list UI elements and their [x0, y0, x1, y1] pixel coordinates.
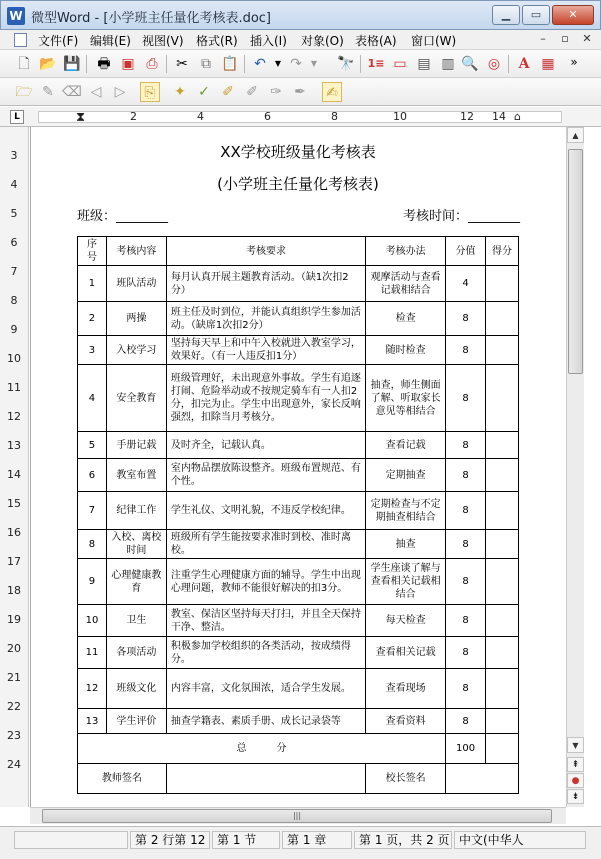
pdf-icon[interactable]: ▣: [121, 56, 135, 72]
horizontal-scrollbar[interactable]: [30, 807, 566, 824]
header-item: 考核内容: [106, 237, 166, 266]
row-item: 学生评价: [106, 709, 166, 734]
row-requirement: 注重学生心理健康方面的辅导。学生中出现心理问题，教师不能很好解决的扣3分。: [166, 559, 365, 605]
vertical-ruler: [0, 127, 29, 807]
undo-dropdown-icon[interactable]: ▼: [274, 59, 282, 68]
row-method: 随时检查: [366, 336, 446, 365]
tab-selector[interactable]: L: [10, 110, 24, 124]
row-requirement: 内容丰富，文化氛围浓，适合学生发展。: [166, 669, 365, 709]
header-footer-icon[interactable]: ▭: [393, 56, 407, 72]
header-points: 得分: [486, 237, 519, 266]
row-number: 10: [78, 605, 107, 637]
vruler-number: 18: [7, 584, 21, 597]
row-score: 8: [446, 709, 486, 734]
row-number: 8: [78, 530, 107, 559]
row-score: 8: [446, 302, 486, 336]
vruler-number: 5: [10, 207, 18, 220]
row-score: 8: [446, 669, 486, 709]
horizontal-ruler[interactable]: [0, 107, 601, 127]
ruler-number: 10: [393, 110, 407, 123]
row-number: 4: [78, 365, 107, 432]
row-requirement: 每月认真开展主题教育活动。（缺1次扣2分）: [166, 266, 365, 302]
row-method: 抽查，师生侧面了解、听取家长意见等相结合: [366, 365, 446, 432]
document-icon[interactable]: [14, 33, 27, 47]
row-points-blank[interactable]: [486, 605, 519, 637]
columns-icon[interactable]: ▥: [441, 56, 455, 72]
row-requirement: 坚持每天早上和中午入校就进入教室学习，效果好。（有一人违反扣1分）: [166, 336, 365, 365]
table-row: [78, 709, 519, 734]
row-score: 8: [446, 605, 486, 637]
reject-all-icon[interactable]: ✐: [246, 84, 258, 100]
menu-insert[interactable]: 插入(I): [250, 34, 287, 48]
row-item: 卫生: [106, 605, 166, 637]
previous-comment-icon[interactable]: ◁: [90, 84, 102, 100]
row-method: 查看现场: [366, 669, 446, 709]
ruler-number: 12: [460, 110, 474, 123]
previous-change-icon[interactable]: ✑: [270, 84, 282, 100]
new-document-icon[interactable]: 🗋: [18, 56, 30, 72]
row-number: 11: [78, 637, 107, 669]
maximize-button[interactable]: ▭: [522, 5, 550, 25]
ruler-number: 4: [197, 110, 204, 123]
track-changes-icon[interactable]: ⎘: [140, 82, 160, 102]
scroll-down-icon[interactable]: ▼: [567, 737, 584, 753]
edit-comment-icon[interactable]: ✎: [42, 84, 54, 100]
menu-window[interactable]: 窗口(W): [411, 34, 457, 48]
vruler-number: 9: [10, 323, 18, 336]
menu-object[interactable]: 对象(O): [301, 34, 344, 48]
doc-minimize-button[interactable]: –: [540, 32, 546, 45]
vruler-number: 19: [7, 613, 21, 626]
row-method: 查看相关记载: [366, 637, 446, 669]
window-title: 微型Word - [小学班主任量化考核表.doc]: [31, 11, 271, 26]
status-empty-cell: [14, 831, 128, 849]
row-item: 心理健康教育: [106, 559, 166, 605]
vruler-number: 6: [10, 236, 18, 249]
accept-change-icon[interactable]: ✦: [174, 84, 186, 100]
row-requirement: 教室、保洁区坚持每天打扫，并且全天保持干净、整洁。: [166, 605, 365, 637]
copy-icon[interactable]: ⧉: [201, 56, 211, 72]
doc-restore-button[interactable]: ▫: [561, 32, 569, 45]
vruler-number: 13: [7, 439, 21, 452]
standard-toolbar: [0, 50, 601, 78]
row-item: 各项活动: [106, 637, 166, 669]
vruler-number: 7: [10, 265, 18, 278]
table-header-row: [78, 237, 519, 266]
close-button[interactable]: ✕: [552, 5, 594, 25]
row-method: 学生座谈了解与查看相关记载相结合: [366, 559, 446, 605]
row-number: 6: [78, 459, 107, 492]
row-number: 1: [78, 266, 107, 302]
row-requirement: 积极参加学校组织的各类活动，按成绩得分。: [166, 637, 365, 669]
right-indent-marker[interactable]: ⌂: [514, 110, 521, 123]
scroll-up-icon[interactable]: ▲: [567, 127, 584, 143]
row-method: 检查: [366, 302, 446, 336]
row-item: 教室布置: [106, 459, 166, 492]
ruler-number: 2: [130, 110, 137, 123]
row-method: 观摩活动与查看记载相结合: [366, 266, 446, 302]
row-score: 8: [446, 459, 486, 492]
row-points-blank[interactable]: [486, 336, 519, 365]
table-row: [78, 637, 519, 669]
redo-dropdown-icon[interactable]: ▼: [310, 59, 318, 68]
table-row: [78, 432, 519, 459]
total-label: 总 分: [78, 734, 446, 764]
table-row: [78, 605, 519, 637]
row-item: 入校、离校时间: [106, 530, 166, 559]
vruler-number: 21: [7, 671, 21, 684]
menu-file[interactable]: 文件(F): [38, 34, 79, 48]
total-value: 100: [446, 734, 486, 764]
ruler-number: 6: [264, 110, 271, 123]
reviewing-pane-icon[interactable]: ✍: [322, 82, 342, 102]
row-number: 12: [78, 669, 107, 709]
row-method: 定期抽查: [366, 459, 446, 492]
row-method: 抽查: [366, 530, 446, 559]
row-item: 班队活动: [106, 266, 166, 302]
row-points-blank[interactable]: [486, 637, 519, 669]
row-score: 8: [446, 637, 486, 669]
doc-close-button[interactable]: ✕: [582, 32, 592, 45]
row-requirement: 班级所有学生能按要求准时到校、准时离校。: [166, 530, 365, 559]
zoom-icon[interactable]: 🔍: [461, 56, 479, 72]
menu-table[interactable]: 表格(A): [355, 34, 397, 48]
page-view-icon[interactable]: ▤: [417, 56, 431, 72]
row-item: 手册记载: [106, 432, 166, 459]
next-page-icon[interactable]: ⇟: [567, 789, 584, 804]
row-item: 纪律工作: [106, 492, 166, 530]
row-number: 7: [78, 492, 107, 530]
row-points-blank[interactable]: [486, 559, 519, 605]
vruler-number: 15: [7, 497, 21, 510]
teacher-signature-field[interactable]: [166, 764, 365, 794]
vruler-number: 10: [7, 352, 21, 365]
status-section: 第 1 节: [212, 831, 280, 849]
row-score: 8: [446, 336, 486, 365]
row-points-blank[interactable]: [486, 365, 519, 432]
row-method: 每天检查: [366, 605, 446, 637]
vruler-number: 22: [7, 700, 21, 713]
row-requirement: 抽查学籍表、素质手册、成长记录袋等: [166, 709, 365, 734]
status-language: 中文(中华人: [454, 831, 586, 849]
find-icon[interactable]: 🔭: [337, 56, 355, 72]
vruler-number: 11: [7, 381, 21, 394]
title-bar: [0, 0, 601, 30]
row-item: 安全教育: [106, 365, 166, 432]
print-preview-icon[interactable]: ⎙: [146, 56, 158, 72]
page-number-icon[interactable]: 1≡: [367, 57, 385, 70]
ruler-number: 8: [331, 110, 338, 123]
status-line-column: 第 2 行第 12: [130, 831, 210, 849]
open-folder-icon[interactable]: 📂: [39, 56, 57, 72]
styles-icon[interactable]: ▦: [541, 56, 555, 72]
document-page[interactable]: [31, 127, 565, 807]
first-line-indent-marker[interactable]: ⧗: [76, 110, 86, 125]
row-points-blank[interactable]: [486, 669, 519, 709]
row-points-blank[interactable]: [486, 709, 519, 734]
header-no: 序号: [78, 237, 107, 266]
menu-format[interactable]: 格式(R): [196, 34, 238, 48]
principal-signature-field[interactable]: [446, 764, 519, 794]
row-points-blank[interactable]: [486, 530, 519, 559]
cut-icon[interactable]: ✂: [176, 56, 188, 72]
row-points-blank[interactable]: [486, 302, 519, 336]
next-change-icon[interactable]: ✒: [294, 84, 306, 100]
table-row: [78, 530, 519, 559]
table-row: [78, 266, 519, 302]
document-area[interactable]: [30, 127, 565, 807]
row-score: 4: [446, 266, 486, 302]
row-method: 查看资料: [366, 709, 446, 734]
row-number: 9: [78, 559, 107, 605]
redo-icon[interactable]: ↷: [290, 56, 302, 72]
ruler-number: 14: [492, 110, 506, 123]
row-points-blank[interactable]: [486, 459, 519, 492]
row-requirement: 班主任及时到位，并能认真组织学生参加活动。（缺席1次扣2分）: [166, 302, 365, 336]
row-score: 8: [446, 559, 486, 605]
header-requirement: 考核要求: [166, 237, 365, 266]
status-bar: [0, 826, 601, 859]
next-comment-icon[interactable]: ▷: [114, 84, 126, 100]
assessment-time-label: 考核时间：________: [403, 209, 521, 224]
status-page: 第 1 页，共 2 页: [354, 831, 452, 849]
total-row: [78, 734, 519, 764]
row-requirement: 室内物品摆放陈设整齐。班级布置规范、有个性。: [166, 459, 365, 492]
vruler-number: 12: [7, 410, 21, 423]
teacher-signature-label: 教师签名: [78, 764, 167, 794]
menu-view[interactable]: 视图(V): [142, 34, 184, 48]
vruler-number: 24: [7, 758, 21, 771]
menu-edit[interactable]: 编辑(E): [90, 34, 131, 48]
browse-object-icon[interactable]: ●: [567, 773, 584, 788]
vruler-number: 17: [7, 555, 21, 568]
row-score: 8: [446, 365, 486, 432]
table-row: [78, 559, 519, 605]
spell-check-icon[interactable]: ◎: [487, 56, 501, 72]
row-method: 定期检查与不定期抽查相结合: [366, 492, 446, 530]
word-app-icon[interactable]: W: [7, 7, 25, 25]
signature-row: [78, 764, 519, 794]
vruler-number: 16: [7, 526, 21, 539]
row-number: 2: [78, 302, 107, 336]
principal-signature-label: 校长签名: [366, 764, 446, 794]
delete-comment-icon[interactable]: ⌫: [62, 84, 82, 100]
vruler-number: 23: [7, 729, 21, 742]
row-requirement: 学生礼仪、文明礼貌，不违反学校纪律。: [166, 492, 365, 530]
save-icon[interactable]: 💾: [63, 56, 81, 72]
print-icon[interactable]: 🖶: [97, 56, 111, 72]
vruler-number: 4: [10, 178, 18, 191]
row-points-blank[interactable]: [486, 266, 519, 302]
row-score: 8: [446, 432, 486, 459]
new-comment-icon[interactable]: 🗁: [15, 84, 33, 100]
font-color-icon[interactable]: A: [518, 56, 530, 72]
document-subtitle: (小学班主任量化考核表): [217, 175, 379, 193]
vertical-scrollbar[interactable]: [566, 127, 584, 807]
vruler-number: 14: [7, 468, 21, 481]
row-item: 入校学习: [106, 336, 166, 365]
table-row: [78, 492, 519, 530]
status-chapter: 第 1 章: [282, 831, 352, 849]
row-method: 查看记载: [366, 432, 446, 459]
total-points-blank[interactable]: [486, 734, 519, 764]
table-row: [78, 365, 519, 432]
undo-icon[interactable]: ↶: [254, 56, 266, 72]
review-toolbar: [0, 78, 601, 106]
more-tools-icon[interactable]: »: [570, 55, 578, 69]
row-score: 8: [446, 492, 486, 530]
table-row: [78, 302, 519, 336]
header-method: 考核办法: [366, 237, 446, 266]
row-number: 3: [78, 336, 107, 365]
row-requirement: 及时齐全，记载认真。: [166, 432, 365, 459]
row-item: 两操: [106, 302, 166, 336]
header-score: 分值: [446, 237, 486, 266]
table-row: [78, 669, 519, 709]
horizontal-scroll-thumb[interactable]: |||: [42, 809, 552, 823]
assessment-table: [77, 236, 519, 794]
menu-bar: [0, 30, 601, 50]
row-item: 班级文化: [106, 669, 166, 709]
accept-all-icon[interactable]: ✓: [198, 84, 210, 100]
row-requirement: 班级管理好，未出现意外事故。学生有追逐打闹、危险举动或不按规定骑车有一人扣2分，扣完为止。学生中出现意外，家长反响强烈，扣除当月考核分。: [166, 365, 365, 432]
row-points-blank[interactable]: [486, 492, 519, 530]
row-number: 5: [78, 432, 107, 459]
vruler-number: 8: [10, 294, 18, 307]
paste-icon[interactable]: 📋: [221, 56, 239, 72]
row-score: 8: [446, 530, 486, 559]
table-row: [78, 459, 519, 492]
vertical-scroll-thumb[interactable]: [568, 149, 583, 374]
row-points-blank[interactable]: [486, 432, 519, 459]
minimize-button[interactable]: ▁: [492, 5, 520, 25]
table-row: [78, 336, 519, 365]
document-title: XX学校班级量化考核表: [220, 143, 376, 161]
vruler-number: 20: [7, 642, 21, 655]
reject-change-icon[interactable]: ✐: [222, 84, 234, 100]
class-label: 班级：________: [77, 209, 169, 224]
previous-page-icon[interactable]: ⇞: [567, 757, 584, 772]
row-number: 13: [78, 709, 107, 734]
vruler-number: 3: [10, 149, 18, 162]
